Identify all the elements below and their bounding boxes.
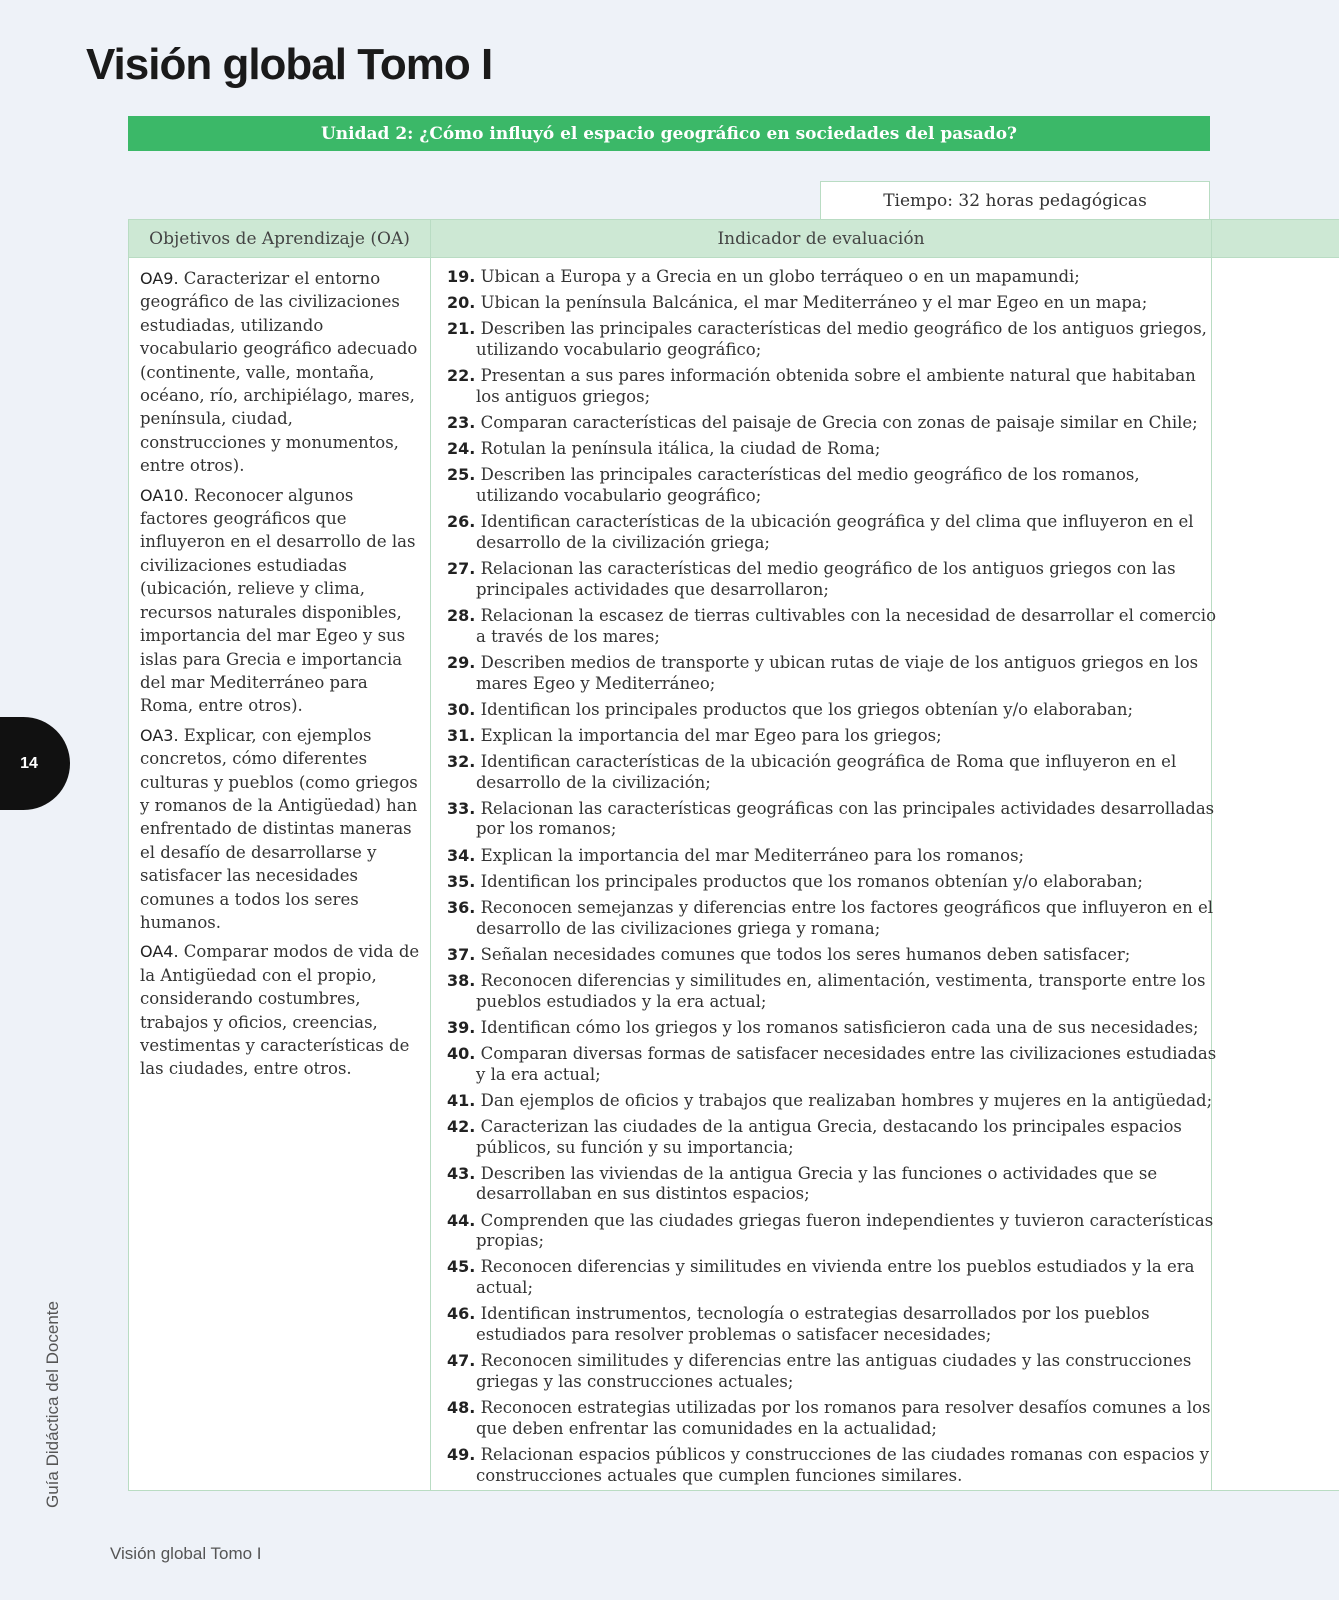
indicator-number: 33.: [447, 798, 476, 818]
indicator-text: Identifican los principales productos que los romanos obtenían y/o elaboraban;: [480, 871, 1143, 891]
table-header: [129, 220, 1339, 258]
indicator-number: 20.: [447, 293, 476, 313]
indicator-item: [447, 293, 1217, 314]
indicator-item: [447, 1398, 1217, 1440]
indicator-number: 23.: [447, 412, 476, 432]
indicator-item: [447, 971, 1217, 1013]
indicator-text: Reconocen semejanzas y diferencias entre los factores geográficos que influyeron en el desarrollo de las civilizaciones griega y romana;: [476, 897, 1214, 938]
indicator-text: Identifican los principales productos que los griegos obtenían y/o elaboraban;: [480, 699, 1134, 719]
objective-item: [140, 484, 422, 718]
side-label: Guía Didáctica del Docente: [43, 1301, 62, 1508]
indicator-item: [447, 559, 1217, 601]
indicator-text: Identifican instrumentos, tecnología o estrategias desarrollados por los pueblos estudiados para resolver problemas o satisfacer necesidades;: [476, 1304, 1150, 1345]
curriculum-table: [128, 219, 1339, 1491]
indicator-number: 42.: [447, 1116, 476, 1136]
indicator-item: [447, 872, 1217, 893]
indicator-number: 46.: [447, 1304, 476, 1324]
indicator-text: Relacionan la escasez de tierras cultivables con la necesidad de desarrollar el comercio a través de los mares;: [476, 605, 1217, 646]
indicator-text: Comparan diversas formas de satisfacer necesidades entre las civilizaciones estudiadas y la era actual;: [476, 1043, 1217, 1084]
indicator-text: Caracterizan las ciudades de la antigua Grecia, destacando los principales espacios públicos, su función y su importancia;: [476, 1116, 1182, 1157]
indicator-number: 29.: [447, 652, 476, 672]
indicator-text: Reconocen diferencias y similitudes en, alimentación, vestimenta, transporte entre los pueblos estudiados y la era actual;: [476, 970, 1206, 1011]
indicator-number: 27.: [447, 558, 476, 578]
indicator-item: [447, 413, 1217, 434]
objective-code: OA4.: [140, 942, 179, 962]
indicator-item: [447, 512, 1217, 554]
indicator-item: [447, 267, 1217, 288]
indicator-text: Identifican características de la ubicación geográfica de Roma que influyeron en el desarrollo de la civilización;: [476, 751, 1177, 792]
indicator-text: Identifican cómo los griegos y los romanos satisficieron cada una de sus necesidades;: [480, 1017, 1199, 1037]
objective-text: Caracterizar el entorno geográfico de las civilizaciones estudiadas, utilizando vocabulario geográfico adecuado (continente, valle, montaña, océano, río, archipiélago, mares, península, ciudad, construcciones y monumentos, entre otros).: [140, 269, 418, 476]
indicator-item: [447, 319, 1217, 361]
indicator-text: Reconocen estrategias utilizadas por los romanos para resolver desafíos comunes a los que deben enfrentar las comunidades en la actualidad;: [476, 1398, 1211, 1438]
indicator-item: [447, 1304, 1217, 1346]
indicator-text: Identifican características de la ubicación geográfica y del clima que influyeron en el desarrollo de la civilización griega;: [476, 512, 1194, 552]
indicator-text: Ubican a Europa y a Grecia en un globo terráqueo o en un mapamundi;: [480, 267, 1080, 286]
indicator-number: 19.: [447, 267, 476, 286]
indicator-item: [447, 945, 1217, 966]
indicator-text: Relacionan las características geográficas con las principales actividades desarrolladas por los romanos;: [476, 798, 1215, 839]
objective-item: [140, 940, 422, 1080]
indicator-item: [447, 752, 1217, 794]
objective-code: OA9.: [140, 269, 179, 288]
indicator-item: [447, 799, 1217, 841]
indicator-item: [447, 700, 1217, 721]
indicator-item: [447, 1117, 1217, 1159]
indicator-item: [447, 1445, 1217, 1487]
indicator-item: [447, 1044, 1217, 1086]
indicator-number: 44.: [447, 1210, 476, 1230]
objective-text: Comparar modos de vida de la Antigüedad con el propio, considerando costumbres, trabajos y oficios, creencias, vestimentas y características de las ciudades, entre otros.: [140, 942, 420, 1079]
indicator-number: 28.: [447, 605, 476, 625]
indicator-number: 31.: [447, 725, 476, 745]
indicator-text: Rotulan la península itálica, la ciudad de Roma;: [480, 439, 881, 459]
indicator-number: 37.: [447, 944, 476, 964]
indicator-number: 25.: [447, 465, 476, 485]
indicator-item: [447, 465, 1217, 507]
objective-item: [140, 267, 422, 478]
objective-text: Explicar, con ejemplos concretos, cómo diferentes culturas y pueblos (como griegos y romanos de la Antigüedad) han enfrentado de distintas maneras el desafío de desarrollarse y satisfacer las necesidades comunes a todos los seres humanos.: [140, 725, 418, 932]
indicator-text: Relacionan espacios públicos y construcciones de las ciudades romanas con espacios y construcciones actuales que cumplen funciones similares.: [476, 1444, 1210, 1485]
indicator-text: Describen las principales características del medio geográfico de los romanos, utilizando vocabulario geográfico;: [476, 465, 1140, 505]
indicator-text: Dan ejemplos de oficios y trabajos que realizaban hombres y mujeres en la antigüedad;: [480, 1090, 1213, 1110]
indicator-number: 41.: [447, 1090, 476, 1110]
indicator-text: Reconocen similitudes y diferencias entre las antiguas ciudades y las construcciones griegas y las construcciones actuales;: [476, 1351, 1192, 1391]
footer: Visión global Tomo I: [110, 1544, 262, 1563]
indicator-text: Comprenden que las ciudades griegas fueron independientes y tuvieron características propias;: [476, 1210, 1214, 1251]
indicator-number: 34.: [447, 845, 476, 865]
indicator-text: Describen medios de transporte y ubican rutas de viaje de los antiguos griegos en los mares Egeo y Mediterráneo;: [476, 652, 1199, 693]
indicator-text: Comparan características del paisaje de Grecia con zonas de paisaje similar en Chile;: [480, 412, 1198, 432]
unit-banner: Unidad 2: ¿Cómo influyó el espacio geográfico en sociedades del pasado?: [128, 116, 1210, 151]
indicator-item: [447, 1018, 1217, 1039]
indicator-number: 30.: [447, 699, 476, 719]
page-title: Visión global Tomo I: [86, 40, 493, 89]
indicator-text: Reconocen diferencias y similitudes en vivienda entre los pueblos estudiados y la era actual;: [476, 1257, 1195, 1298]
objective-item: [140, 724, 422, 935]
time-box: Tiempo: 32 horas pedagógicas: [820, 181, 1210, 219]
indicator-item: [447, 898, 1217, 940]
indicator-number: 21.: [447, 319, 476, 339]
indicator-item: [447, 606, 1217, 648]
indicator-item: [447, 1091, 1217, 1112]
indicator-number: 43.: [447, 1163, 476, 1183]
objective-code: OA3.: [140, 725, 179, 745]
indicator-item: [447, 1211, 1217, 1253]
indicator-number: 35.: [447, 871, 476, 891]
indicator-number: 39.: [447, 1017, 476, 1037]
indicator-item: [447, 366, 1217, 408]
indicator-text: Presentan a sus pares información obtenida sobre el ambiente natural que habitaban los antiguos griegos;: [476, 366, 1196, 406]
indicator-item: [447, 1351, 1217, 1393]
indicator-item: [447, 1257, 1217, 1299]
indicator-text: Relacionan las características del medio geográfico de los antiguos griegos con las principales actividades que desarrollaron;: [476, 558, 1176, 599]
column-divider: [430, 220, 431, 1490]
indicator-item: [447, 439, 1217, 460]
indicator-item: [447, 726, 1217, 747]
indicator-number: 26.: [447, 512, 476, 532]
indicator-item: [447, 846, 1217, 867]
indicator-number: 24.: [447, 439, 476, 459]
objective-text: Reconocer algunos factores geográficos que influyeron en el desarrollo de las civilizaciones estudiadas (ubicación, relieve y clima, recursos naturales disponibles, importancia del mar Egeo y sus islas para Grecia e importancia del mar Mediterráneo para Roma, entre otros).: [140, 485, 416, 716]
page-number-tab: 14: [0, 717, 70, 810]
indicators-column: [447, 267, 1217, 1492]
objectives-column: [140, 267, 422, 1087]
indicator-number: 32.: [447, 751, 476, 771]
indicator-number: 45.: [447, 1257, 476, 1277]
indicator-number: 48.: [447, 1398, 476, 1418]
indicator-text: Ubican la península Balcánica, el mar Mediterráneo y el mar Egeo en un mapa;: [480, 293, 1148, 313]
header-indicators: Indicador de evaluación: [717, 228, 925, 249]
indicator-text: Describen las principales características del medio geográfico de los antiguos griegos, utilizando vocabulario geográfico;: [476, 319, 1207, 359]
indicator-item: [447, 1164, 1217, 1206]
indicator-number: 49.: [447, 1444, 476, 1464]
objective-code: OA10.: [140, 485, 189, 505]
indicator-text: Señalan necesidades comunes que todos los seres humanos deben satisfacer;: [480, 944, 1131, 964]
indicator-number: 38.: [447, 970, 476, 990]
indicator-number: 40.: [447, 1043, 476, 1063]
indicator-text: Describen las viviendas de la antigua Grecia y las funciones o actividades que se desarrollaban en sus distintos espacios;: [476, 1163, 1158, 1204]
indicator-item: [447, 653, 1217, 695]
indicator-number: 36.: [447, 897, 476, 917]
indicator-number: 22.: [447, 366, 476, 386]
indicator-text: Explican la importancia del mar Egeo para los griegos;: [480, 725, 942, 745]
indicator-text: Explican la importancia del mar Mediterráneo para los romanos;: [480, 845, 1025, 865]
header-objectives: Objetivos de Aprendizaje (OA): [149, 228, 410, 249]
indicator-number: 47.: [447, 1351, 476, 1371]
